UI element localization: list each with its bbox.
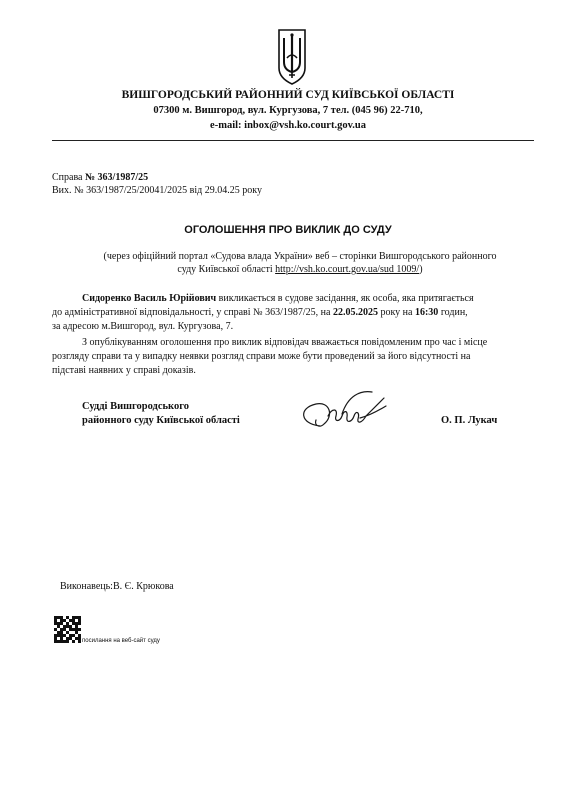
qr-code-icon: [54, 616, 81, 643]
judge-name: О. П. Лукач: [441, 415, 498, 426]
p1-text-2b: року на: [377, 307, 415, 318]
paragraph-1-line-2: [52, 306, 468, 320]
judge-role-line-1: Судді Вишгородського: [82, 401, 189, 412]
p1-text-1: викликається в судове засідання, як особа, яка притягається: [216, 293, 474, 304]
defendant-name: Сидоренко Василь Юрійович: [82, 293, 217, 304]
hearing-time: 16:30: [414, 307, 439, 318]
hearing-date: 22.05.2025: [332, 307, 378, 318]
paragraph-2-line-1: З опублікуванням оголошення про виклик відповідач вважається повідомленим про час і місце: [82, 337, 488, 348]
judge-role-line-2: районного суду Київської області: [82, 415, 240, 426]
court-address: 07300 м. Вишгород, вул. Кургузова, 7 тел. (045 96) 22-710,: [153, 105, 423, 116]
subtitle-line-1: (через офіційний портал «Судова влада України» веб – сторінки Вишгородського районного: [103, 251, 497, 262]
notice-title: ОГОЛОШЕННЯ ПРО ВИКЛИК ДО СУДУ: [184, 224, 392, 236]
paragraph-2-line-2: розгляду справи та у випадку неявки розгляд справи може бути проведений за його відсутності на: [52, 351, 471, 362]
coat-of-arms-icon: [277, 28, 307, 86]
subtitle-line-2: [40, 263, 560, 276]
p1-text-2a: до адміністративної відповідальності, у справі № 363/1987/25, на: [52, 307, 333, 318]
case-number: № 363/1987/25: [85, 172, 149, 183]
paragraph-2-line-3: підставі наявних у справі доказів.: [52, 365, 196, 376]
subtitle-suffix: ): [419, 264, 423, 275]
court-website-link[interactable]: http://vsh.ko.court.gov.ua/sud 1009/: [275, 264, 420, 275]
case-number-line: [52, 171, 148, 184]
court-name: ВИШГОРОДСЬКИЙ РАЙОННИЙ СУД КИЇВСЬКОЇ ОБЛАСТІ: [121, 89, 455, 101]
case-label: Справа: [52, 172, 83, 183]
paragraph-1-line-3: за адресою м.Вишгород, вул. Кургузова, 7.: [52, 321, 234, 332]
qr-caption: посилання на веб-сайт суду: [82, 638, 160, 644]
subtitle-prefix: суду Київської області: [177, 264, 276, 275]
header-divider: [52, 140, 534, 141]
court-email: e-mail: inbox@vsh.ko.court.gov.ua: [210, 120, 366, 131]
executor-line: Виконавець:В. Є. Крюкова: [60, 581, 174, 592]
handwritten-signature: [290, 386, 400, 436]
outgoing-number: Вих. № 363/1987/25/20041/2025 від 29.04.25 року: [52, 185, 262, 196]
p1-text-2c: годин,: [438, 307, 468, 318]
paragraph-1-line-1: [52, 292, 542, 306]
